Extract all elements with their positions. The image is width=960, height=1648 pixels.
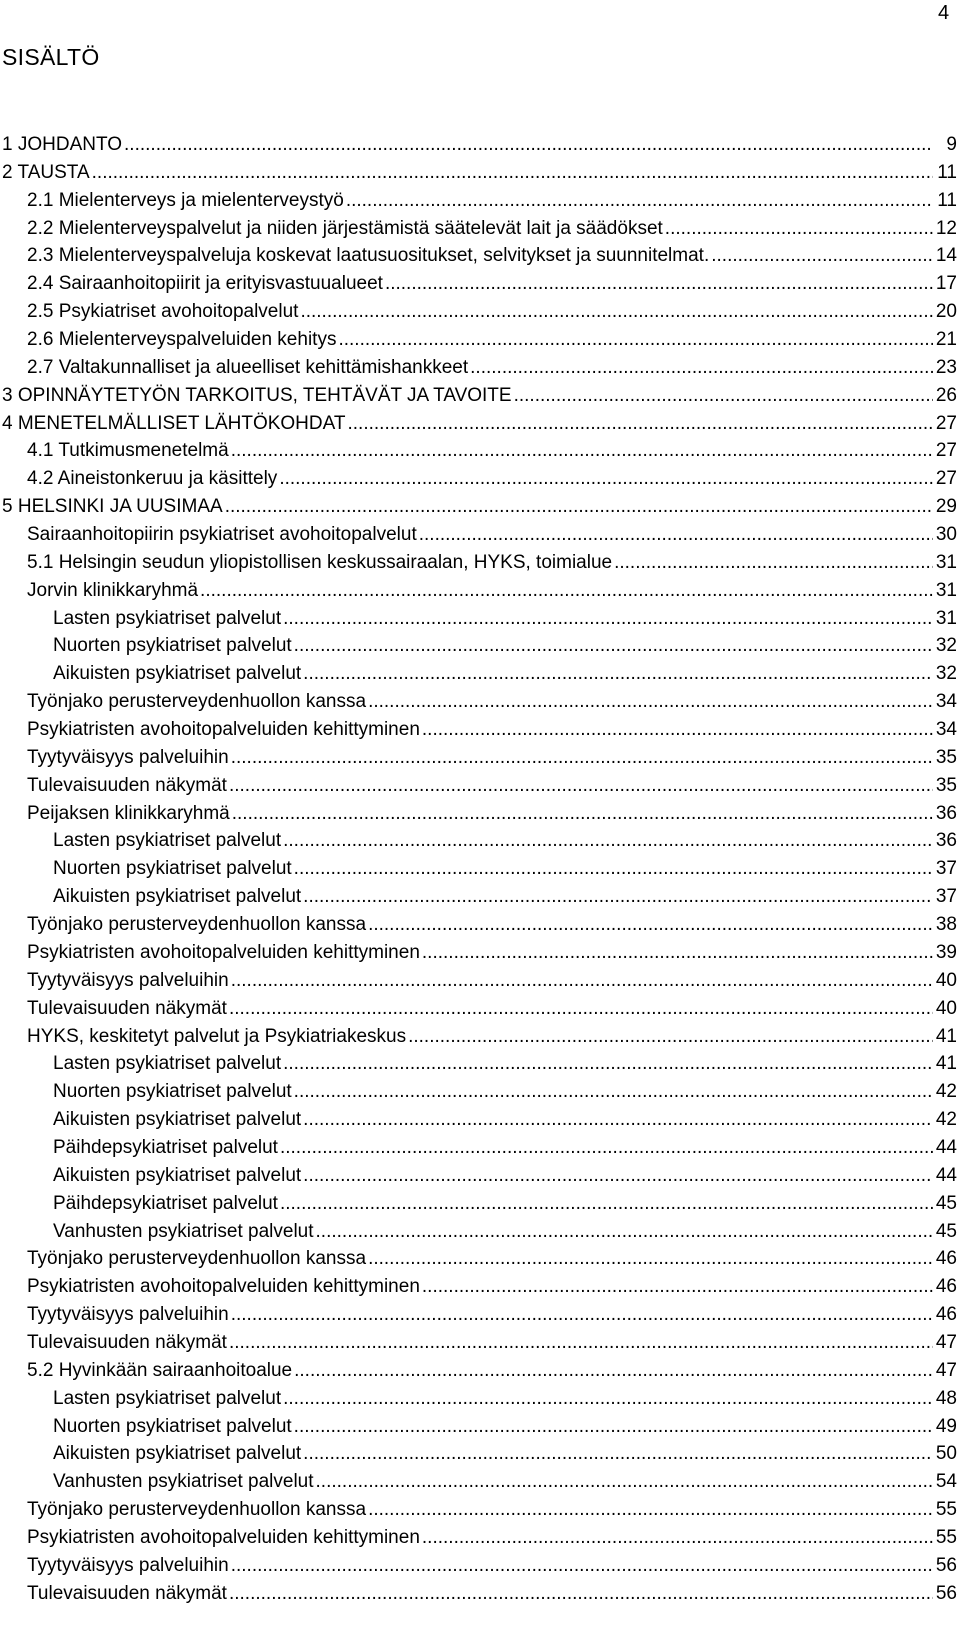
toc-entry-title: Lasten psykiatriset palvelut — [53, 830, 282, 852]
toc-entry-page: 44 — [935, 1136, 957, 1158]
toc-dot-leader — [422, 1276, 933, 1298]
toc-entry-title: Lasten psykiatriset palvelut — [53, 607, 282, 629]
toc-entry[interactable] — [2, 1137, 957, 1165]
toc-entry-page: 32 — [935, 635, 957, 657]
toc-entry-page: 37 — [935, 858, 957, 880]
toc-entry[interactable] — [2, 691, 957, 719]
toc-entry[interactable] — [2, 719, 957, 747]
toc-entry-title: Tyytyväisyys palveluihin — [27, 969, 229, 991]
toc-entry-title: Psykiatristen avohoitopalveluiden kehittyminen — [27, 719, 420, 741]
toc-entry-title: Aikuisten psykiatriset palvelut — [53, 1164, 302, 1186]
toc-entry[interactable] — [2, 635, 957, 663]
toc-entry-page: 31 — [935, 579, 957, 601]
toc-dot-leader — [303, 663, 933, 685]
toc-entry[interactable] — [2, 1081, 957, 1109]
toc-entry-page: 37 — [935, 886, 957, 908]
toc-entry-title: Nuorten psykiatriset palvelut — [53, 635, 292, 657]
toc-dot-leader — [348, 413, 934, 435]
toc-dot-leader — [124, 134, 933, 156]
toc-dot-leader — [280, 1137, 933, 1159]
toc-entry-title: Aikuisten psykiatriset palvelut — [53, 663, 302, 685]
toc-entry[interactable] — [2, 468, 957, 496]
toc-dot-leader — [200, 580, 933, 602]
page-title: SISÄLTÖ — [2, 44, 100, 70]
toc-entry-page: 42 — [935, 1081, 957, 1103]
toc-entry-page: 23 — [935, 356, 957, 378]
toc-dot-leader — [300, 301, 933, 323]
toc-dot-leader — [368, 914, 933, 936]
toc-entry[interactable] — [2, 1499, 957, 1527]
toc-dot-leader — [711, 245, 933, 267]
toc-entry-title: Lasten psykiatriset palvelut — [53, 1053, 282, 1075]
toc-entry[interactable] — [2, 1221, 957, 1249]
toc-entry[interactable] — [2, 1026, 957, 1054]
toc-entry[interactable] — [2, 1416, 957, 1444]
toc-entry[interactable] — [2, 1165, 957, 1193]
toc-entry-page: 41 — [935, 1025, 957, 1047]
toc-entry-page: 9 — [946, 134, 957, 155]
toc-entry-page: 55 — [935, 1526, 957, 1548]
toc-entry[interactable] — [2, 245, 957, 273]
toc-dot-leader — [422, 719, 933, 741]
toc-entry-title: 2.1 Mielenterveys ja mielenterveystyö — [27, 189, 344, 211]
toc-entry[interactable] — [2, 580, 957, 608]
toc-entry-page: 54 — [935, 1471, 957, 1493]
toc-dot-leader — [368, 691, 933, 713]
toc-entry-title: Psykiatristen avohoitopalveluiden kehittyminen — [27, 1526, 420, 1548]
toc-entry-page: 12 — [935, 217, 957, 239]
toc-entry-title: Työnjako perusterveydenhuollon kanssa — [27, 914, 367, 936]
toc-dot-leader — [232, 803, 933, 825]
toc-entry-page: 46 — [935, 1276, 957, 1298]
toc-dot-leader — [229, 1583, 933, 1605]
toc-entry-title: 2.5 Psykiatriset avohoitopalvelut — [27, 301, 299, 323]
toc-dot-leader — [231, 1304, 933, 1326]
toc-entry[interactable] — [2, 1276, 957, 1304]
toc-dot-leader — [419, 524, 933, 546]
toc-dot-leader — [294, 1081, 933, 1103]
toc-dot-leader — [231, 1555, 933, 1577]
toc-entry-title: 1 JOHDANTO — [2, 134, 123, 155]
toc-dot-leader — [294, 1360, 933, 1382]
toc-entry-title: Työnjako perusterveydenhuollon kanssa — [27, 1499, 367, 1521]
toc-entry[interactable] — [2, 496, 957, 524]
toc-entry[interactable] — [2, 1248, 957, 1276]
toc-dot-leader — [408, 1026, 933, 1048]
toc-entry[interactable] — [2, 301, 957, 329]
toc-entry-title: Psykiatristen avohoitopalveluiden kehittyminen — [27, 941, 420, 963]
toc-entry-page: 17 — [935, 273, 957, 295]
toc-dot-leader — [283, 1388, 933, 1410]
toc-entry-title: Nuorten psykiatriset palvelut — [53, 1415, 292, 1437]
toc-entry[interactable] — [2, 524, 957, 552]
toc-entry-title: Nuorten psykiatriset palvelut — [53, 1081, 292, 1103]
toc-entry[interactable] — [2, 440, 957, 468]
toc-entry-title: Tulevaisuuden näkymät — [27, 997, 227, 1019]
toc-entry-page: 20 — [935, 301, 957, 323]
toc-entry[interactable] — [2, 357, 957, 385]
toc-entry-page: 42 — [935, 1109, 957, 1131]
toc-entry-page: 27 — [935, 412, 957, 434]
toc-dot-leader — [294, 635, 933, 657]
toc-entry-page: 26 — [935, 384, 957, 406]
toc-entry[interactable] — [2, 1053, 957, 1081]
toc-entry-title: 2.4 Sairaanhoitopiirit ja erityisvastuualueet — [27, 273, 383, 295]
toc-dot-leader — [294, 1416, 933, 1438]
toc-entry-page: 39 — [935, 941, 957, 963]
toc-entry[interactable] — [2, 1193, 957, 1221]
toc-entry-title: 2.6 Mielenterveyspalveluiden kehitys — [27, 329, 337, 351]
toc-dot-leader — [229, 998, 933, 1020]
toc-entry[interactable] — [2, 1555, 957, 1583]
toc-dot-leader — [92, 162, 933, 184]
toc-entry-page: 56 — [935, 1582, 957, 1604]
toc-dot-leader — [231, 970, 933, 992]
toc-entry[interactable] — [2, 1583, 957, 1611]
toc-entry[interactable] — [2, 663, 957, 691]
toc-entry[interactable] — [2, 385, 957, 413]
toc-dot-leader — [316, 1471, 933, 1493]
toc-entry-title: Aikuisten psykiatriset palvelut — [53, 1443, 302, 1465]
toc-entry-page: 44 — [935, 1164, 957, 1186]
page-number: 4 — [938, 2, 950, 24]
toc-entry-title: Tulevaisuuden näkymät — [27, 1331, 227, 1353]
toc-entry[interactable] — [2, 942, 957, 970]
toc-entry-title: 5.2 Hyvinkään sairaanhoitoalue — [27, 1359, 293, 1381]
toc-dot-leader — [385, 273, 933, 295]
toc-dot-leader — [303, 1443, 933, 1465]
toc-entry-title: Jorvin klinikkaryhmä — [27, 579, 199, 601]
toc-dot-leader — [231, 747, 933, 769]
toc-entry[interactable] — [2, 1471, 957, 1499]
toc-entry[interactable] — [2, 886, 957, 914]
toc-entry-page: 31 — [935, 607, 957, 629]
toc-entry-page: 31 — [935, 551, 957, 573]
toc-dot-leader — [346, 190, 933, 212]
toc-entry[interactable] — [2, 998, 957, 1026]
toc-entry[interactable] — [2, 1388, 957, 1416]
toc-entry-title: 2 TAUSTA — [2, 161, 90, 183]
toc-entry-title: Tulevaisuuden näkymät — [27, 1582, 227, 1604]
toc-entry-page: 55 — [935, 1499, 957, 1521]
toc-entry-title: Tulevaisuuden näkymät — [27, 774, 227, 796]
toc-entry[interactable] — [2, 1332, 957, 1360]
toc-dot-leader — [283, 830, 933, 852]
toc-dot-leader — [422, 1527, 933, 1549]
toc-entry-title: 3 OPINNÄYTETYÖN TARKOITUS, TEHTÄVÄT JA TAVOITE — [2, 384, 512, 406]
toc-dot-leader — [665, 218, 933, 240]
toc-dot-leader — [283, 608, 933, 630]
toc-dot-leader — [368, 1499, 933, 1521]
toc-entry-page: 47 — [935, 1359, 957, 1381]
toc-dot-leader — [283, 1053, 933, 1075]
toc-entry[interactable] — [2, 608, 957, 636]
toc-entry-title: Vanhusten psykiatriset palvelut — [53, 1471, 314, 1493]
toc-entry-page: 29 — [935, 496, 957, 518]
toc-entry-page: 45 — [935, 1192, 957, 1214]
toc-entry-page: 47 — [935, 1331, 957, 1353]
toc-entry[interactable] — [2, 775, 957, 803]
toc-entry[interactable] — [2, 218, 957, 246]
toc-entry-page: 48 — [935, 1387, 957, 1409]
toc-dot-leader — [229, 775, 933, 797]
toc-entry-page: 27 — [935, 440, 957, 462]
toc-entry[interactable] — [2, 970, 957, 998]
toc-entry-page: 40 — [935, 969, 957, 991]
toc-entry-page: 21 — [935, 329, 957, 351]
toc-entry-page: 45 — [935, 1220, 957, 1242]
toc-entry-page: 49 — [935, 1415, 957, 1437]
toc-entry-page: 40 — [935, 997, 957, 1019]
toc-entry-page: 14 — [935, 245, 957, 267]
toc-entry-title: Vanhusten psykiatriset palvelut — [53, 1220, 314, 1242]
table-of-contents — [2, 134, 957, 1611]
toc-entry-title: HYKS, keskitetyt palvelut ja Psykiatriakeskus — [27, 1025, 407, 1047]
toc-entry-page: 56 — [935, 1554, 957, 1576]
toc-dot-leader — [514, 385, 933, 407]
toc-entry-page: 27 — [935, 468, 957, 490]
toc-entry-page: 41 — [935, 1053, 957, 1075]
toc-entry-page: 11 — [937, 189, 957, 211]
toc-entry-title: Tyytyväisyys palveluihin — [27, 1304, 229, 1326]
toc-dot-leader — [225, 496, 933, 518]
toc-dot-leader — [470, 357, 933, 379]
toc-entry-title: 2.3 Mielenterveyspalveluja koskevat laatusuositukset, selvitykset ja suunnitelmat. — [27, 245, 710, 267]
toc-entry-page: 30 — [935, 524, 957, 546]
toc-entry[interactable] — [2, 858, 957, 886]
toc-dot-leader — [231, 440, 933, 462]
toc-entry-title: 5.1 Helsingin seudun yliopistollisen keskussairaalan, HYKS, toimialue — [27, 551, 613, 573]
toc-entry[interactable] — [2, 162, 957, 190]
toc-entry[interactable] — [2, 1360, 957, 1388]
toc-entry-title: Aikuisten psykiatriset palvelut — [53, 1109, 302, 1131]
toc-entry[interactable] — [2, 1527, 957, 1555]
toc-entry-title: Työnjako perusterveydenhuollon kanssa — [27, 691, 367, 713]
toc-entry-page: 32 — [935, 663, 957, 685]
toc-entry-title: Tyytyväisyys palveluihin — [27, 746, 229, 768]
toc-entry[interactable] — [2, 830, 957, 858]
toc-entry-page: 36 — [935, 802, 957, 824]
toc-entry-title: Päihdepsykiatriset palvelut — [53, 1136, 278, 1158]
toc-dot-leader — [279, 468, 933, 490]
toc-entry[interactable] — [2, 329, 957, 357]
toc-dot-leader — [303, 1109, 933, 1131]
toc-dot-leader — [368, 1248, 933, 1270]
toc-entry[interactable] — [2, 803, 957, 831]
toc-entry-page: 35 — [935, 746, 957, 768]
toc-dot-leader — [303, 886, 933, 908]
toc-entry[interactable] — [2, 413, 957, 441]
toc-entry[interactable] — [2, 190, 957, 218]
toc-entry-title: 5 HELSINKI JA UUSIMAA — [2, 496, 223, 518]
toc-entry[interactable] — [2, 134, 957, 162]
toc-entry[interactable] — [2, 914, 957, 942]
toc-entry[interactable] — [2, 1304, 957, 1332]
toc-entry-title: Peijaksen klinikkaryhmä — [27, 802, 230, 824]
toc-dot-leader — [303, 1165, 933, 1187]
toc-entry[interactable] — [2, 273, 957, 301]
toc-entry-title: Lasten psykiatriset palvelut — [53, 1387, 282, 1409]
toc-dot-leader — [338, 329, 933, 351]
toc-entry-page: 34 — [935, 719, 957, 741]
toc-dot-leader — [422, 942, 933, 964]
toc-entry-title: 4.1 Tutkimusmenetelmä — [27, 440, 229, 462]
toc-entry-title: 4 MENETELMÄLLISET LÄHTÖKOHDAT — [2, 412, 346, 434]
toc-entry-title: Päihdepsykiatriset palvelut — [53, 1192, 278, 1214]
toc-entry-page: 38 — [935, 914, 957, 936]
toc-entry-title: 2.2 Mielenterveyspalvelut ja niiden järjestämistä säätelevät lait ja säädökset — [27, 217, 663, 239]
toc-entry-title: Sairaanhoitopiirin psykiatriset avohoitopalvelut — [27, 524, 417, 546]
toc-entry-title: Psykiatristen avohoitopalveluiden kehittyminen — [27, 1276, 420, 1298]
toc-entry-page: 34 — [935, 691, 957, 713]
toc-entry-title: Työnjako perusterveydenhuollon kanssa — [27, 1248, 367, 1270]
toc-entry-page: 35 — [935, 774, 957, 796]
toc-dot-leader — [316, 1221, 933, 1243]
toc-entry[interactable] — [2, 552, 957, 580]
toc-dot-leader — [280, 1193, 933, 1215]
toc-entry-title: 2.7 Valtakunnalliset ja alueelliset kehittämishankkeet — [27, 356, 469, 378]
toc-entry[interactable] — [2, 747, 957, 775]
toc-dot-leader — [229, 1332, 933, 1354]
toc-entry-page: 50 — [935, 1443, 957, 1465]
toc-entry[interactable] — [2, 1443, 957, 1471]
toc-entry-title: Tyytyväisyys palveluihin — [27, 1554, 229, 1576]
toc-entry-page: 46 — [935, 1304, 957, 1326]
toc-dot-leader — [294, 858, 933, 880]
toc-entry-title: 4.2 Aineistonkeruu ja käsittely — [27, 468, 278, 490]
toc-entry[interactable] — [2, 1109, 957, 1137]
toc-entry-page: 11 — [937, 161, 957, 183]
toc-entry-page: 46 — [935, 1248, 957, 1270]
toc-entry-title: Aikuisten psykiatriset palvelut — [53, 886, 302, 908]
toc-entry-page: 36 — [935, 830, 957, 852]
toc-dot-leader — [614, 552, 933, 574]
toc-entry-title: Nuorten psykiatriset palvelut — [53, 858, 292, 880]
